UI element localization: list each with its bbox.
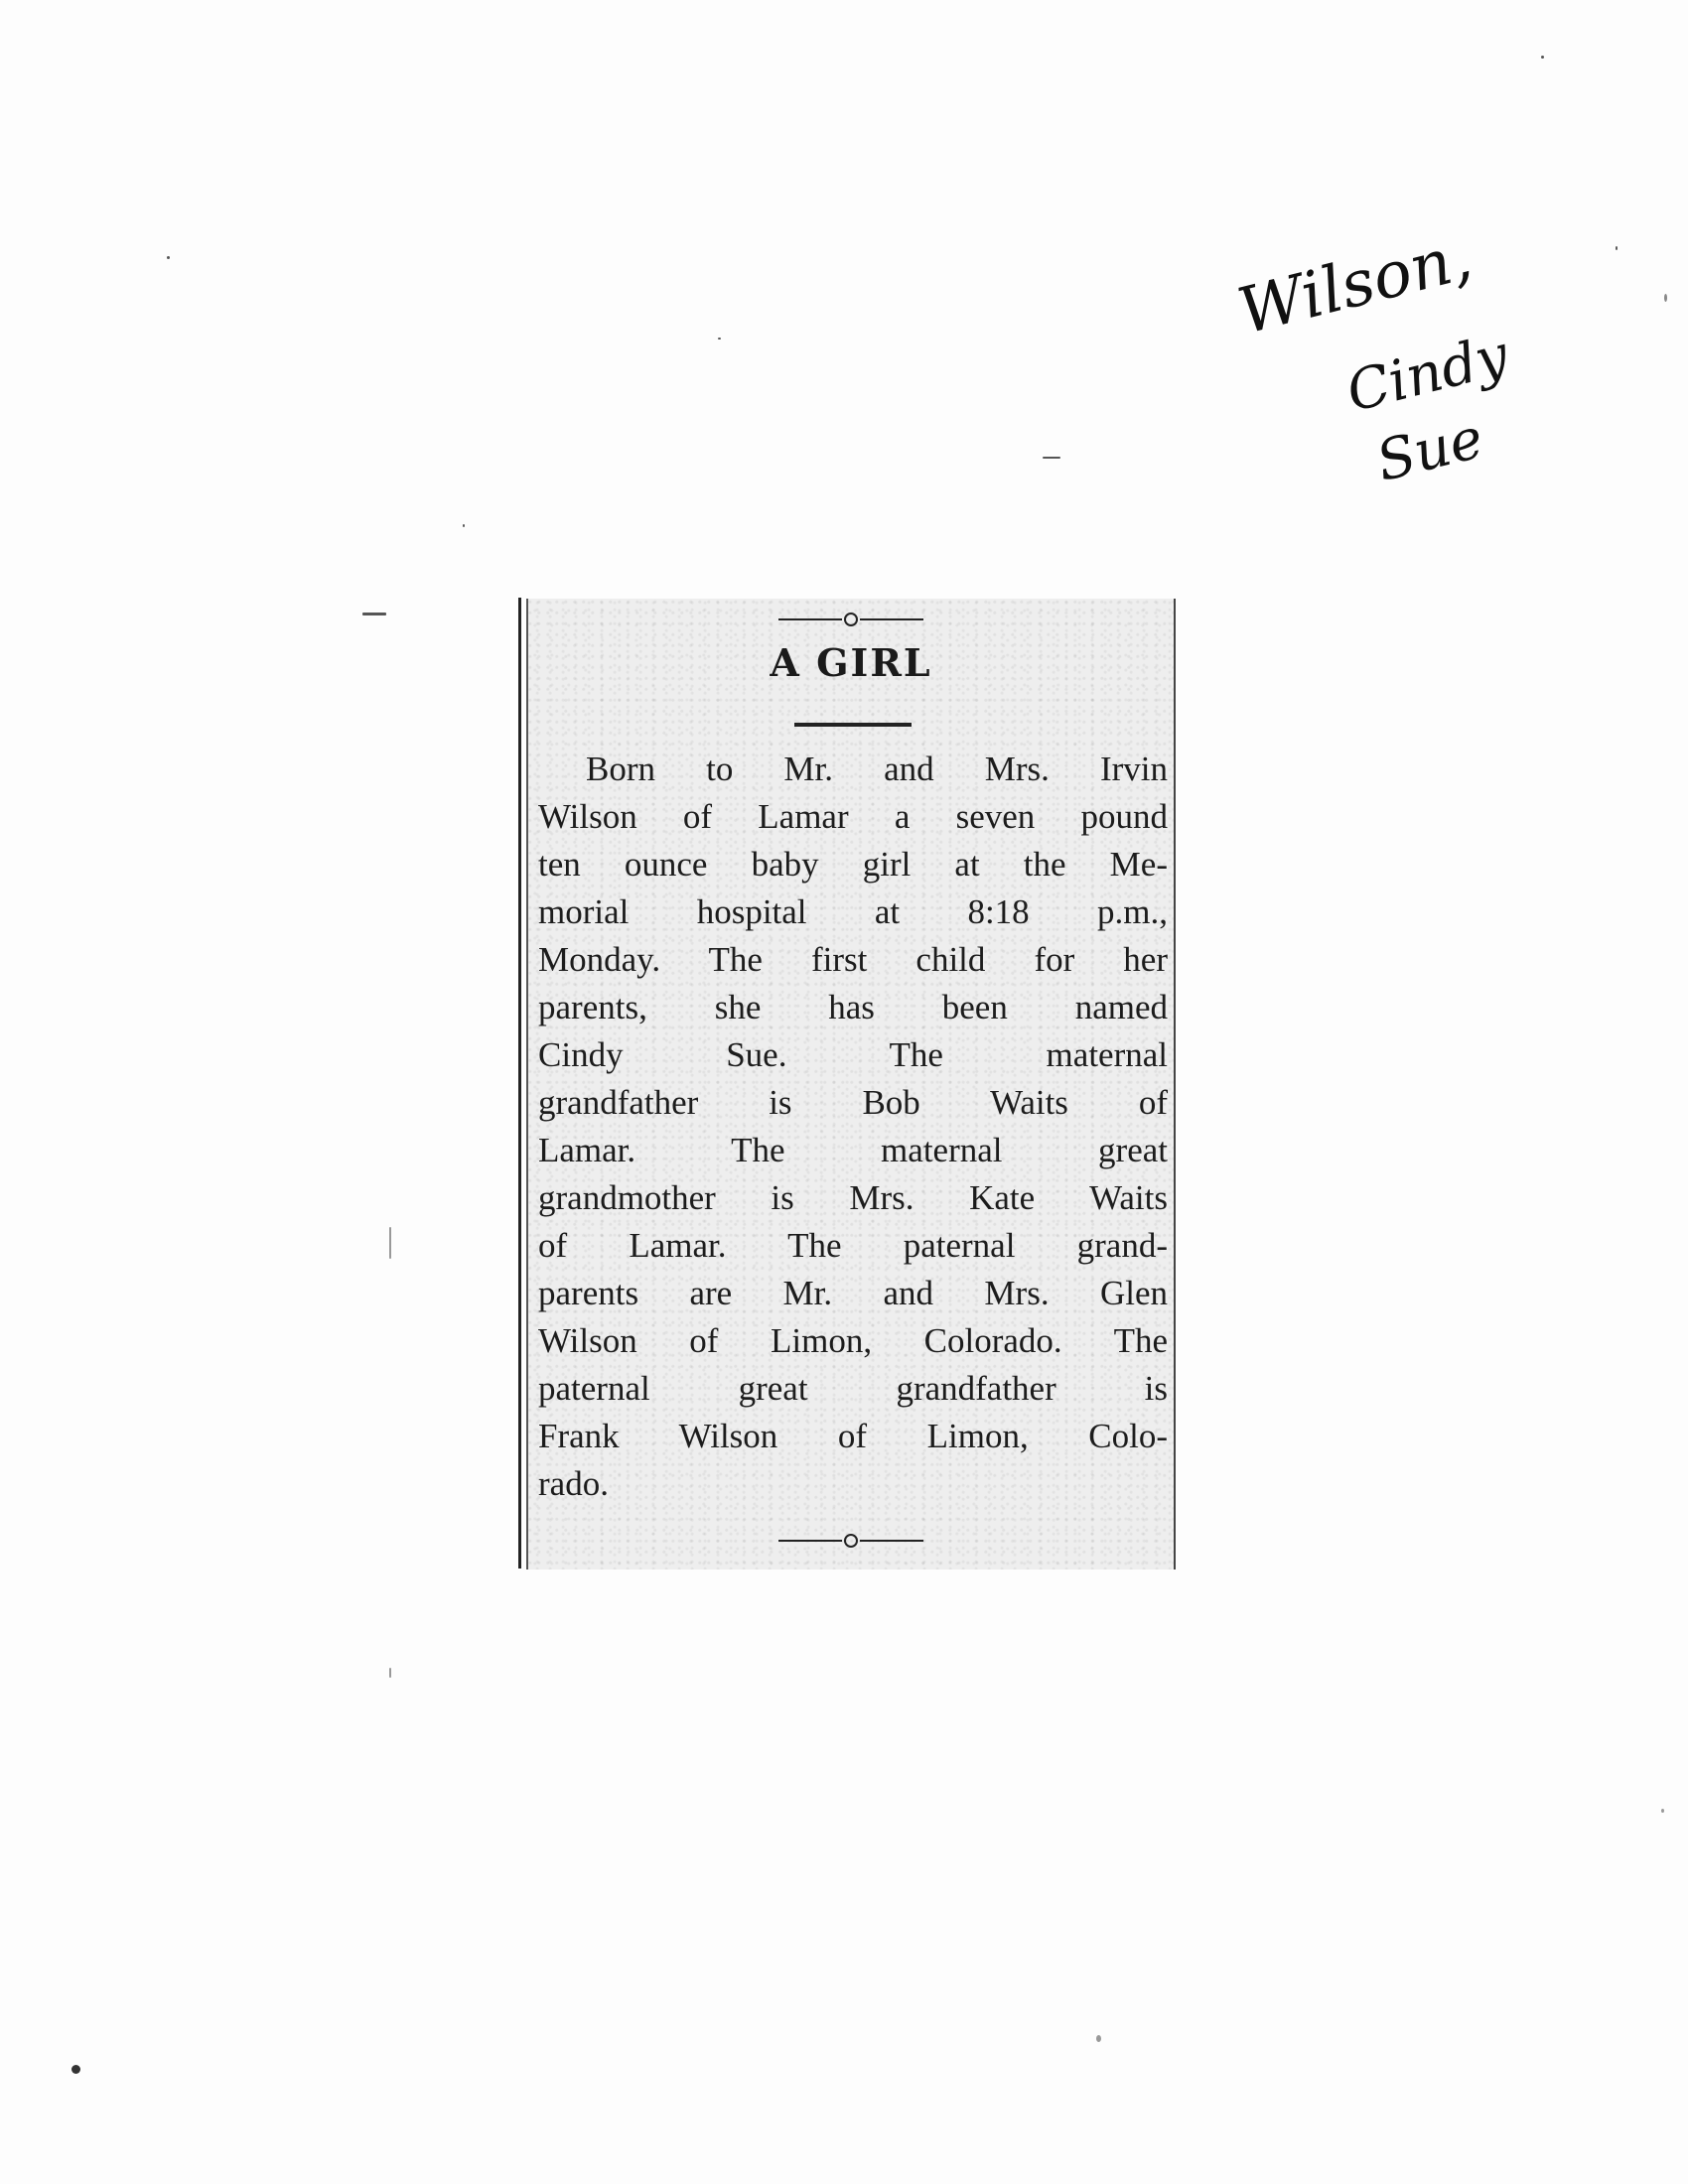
- scan-speck: [389, 1227, 391, 1259]
- text-line: paternal great grandfather is: [538, 1369, 1168, 1408]
- handwritten-line-middle-name: Sue: [1370, 405, 1490, 495]
- scan-speck: [71, 2065, 80, 2074]
- text-line: Cindy Sue. The maternal: [538, 1035, 1168, 1074]
- scan-speck: [1616, 246, 1618, 250]
- text-line: parents are Mr. and Mrs. Glen: [538, 1274, 1168, 1312]
- clipping-left-rule: [518, 598, 521, 1569]
- scan-speck: [389, 1668, 391, 1678]
- headline-rule: [794, 723, 912, 727]
- scan-speck: [1664, 294, 1667, 302]
- scan-speck: [1096, 2035, 1101, 2042]
- text-line: Born to Mr. and Mrs. Irvin: [586, 750, 1168, 788]
- text-line: morial hospital at 8:18 p.m.,: [538, 892, 1168, 931]
- scan-speck: [362, 613, 386, 615]
- text-line: Lamar. The maternal great: [538, 1131, 1168, 1169]
- text-line: parents, she has been named: [538, 988, 1168, 1026]
- newspaper-clipping: [526, 599, 1176, 1570]
- handwritten-note: [1231, 189, 1609, 495]
- scan-speck: [1043, 457, 1060, 459]
- text-line: Wilson of Limon, Colorado. The: [538, 1321, 1168, 1360]
- text-line: Wilson of Lamar a seven pound: [538, 797, 1168, 836]
- text-line: Frank Wilson of Limon, Colo-: [538, 1417, 1168, 1455]
- text-line: grandfather is Bob Waits of: [538, 1083, 1168, 1122]
- scan-speck: [718, 338, 721, 340]
- text-line: of Lamar. The paternal grand-: [538, 1226, 1168, 1265]
- scan-speck: [167, 256, 170, 259]
- scan-speck: [1541, 56, 1544, 59]
- handwritten-line-surname: Wilson,: [1231, 220, 1479, 349]
- handwritten-line-first-name: Cindy: [1340, 323, 1515, 426]
- top-ornament: [528, 605, 1174, 630]
- bottom-ornament: [528, 1526, 1174, 1552]
- text-line: grandmother is Mrs. Kate Waits: [538, 1178, 1168, 1217]
- text-line: Monday. The first child for her: [538, 940, 1168, 979]
- clipping-headline: A GIRL: [770, 640, 932, 685]
- text-line: rado.: [538, 1464, 609, 1503]
- birth-announcement-text: [538, 746, 1168, 1508]
- text-line: ten ounce baby girl at the Me-: [538, 845, 1168, 884]
- scan-speck: [1661, 1809, 1664, 1813]
- scan-speck: [463, 524, 465, 527]
